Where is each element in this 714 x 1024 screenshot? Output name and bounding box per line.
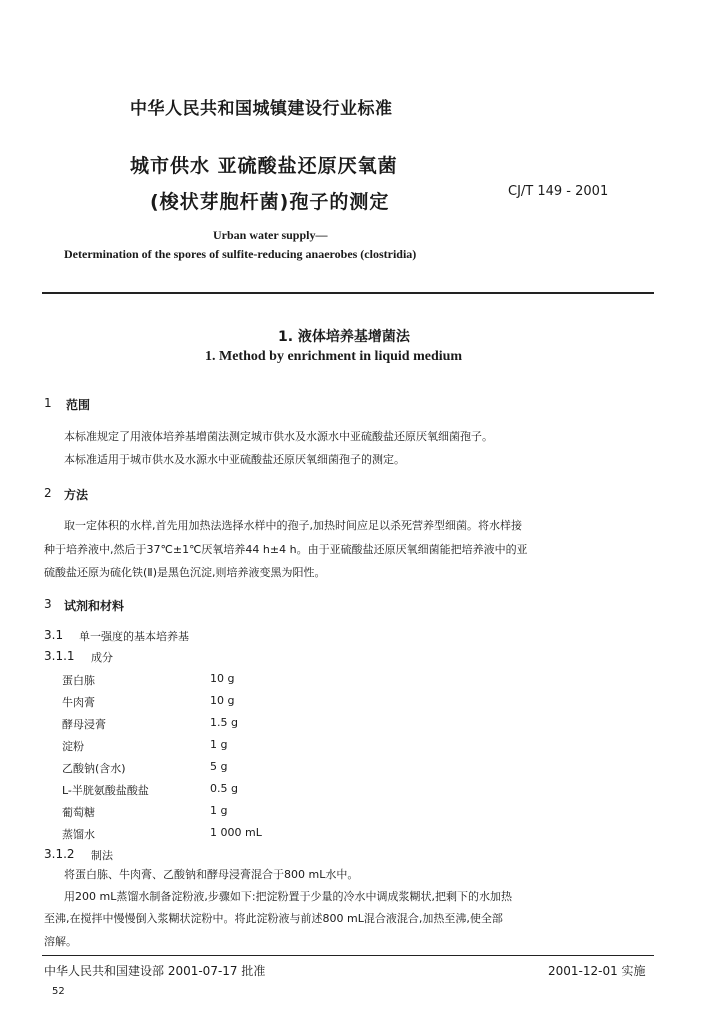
ingredient-amount: 1.5 g: [210, 716, 238, 729]
ingredient-amount: 10 g: [210, 672, 235, 685]
implementation-line: 2001-12-01 实施: [548, 964, 646, 978]
section-3-1-heading: 单一强度的基本培养基: [79, 630, 189, 643]
document-title-line2: (梭状芽胞杆菌)孢子的测定: [150, 191, 390, 213]
section-2-line-3: 硫酸盐还原为硫化铁(Ⅱ)是黑色沉淀,则培养液变黑为阳性。: [44, 566, 326, 579]
section-3-heading: 试剂和材料: [64, 599, 125, 613]
document-title-line1: 城市供水 亚硫酸盐还原厌氧菌: [130, 155, 398, 177]
section-3-1-2-heading: 制法: [91, 849, 113, 862]
ingredient-name: 乙酸钠(含水): [62, 762, 126, 775]
footer-rule: [42, 955, 654, 956]
section-3-1-2-line-3: 至沸,在搅拌中慢慢倒入浆糊状淀粉中。将此淀粉液与前述800 mL混合液混合,加热至沸,使全部: [44, 912, 503, 925]
header-rule: [42, 292, 654, 294]
ingredient-name: 牛肉膏: [62, 696, 95, 709]
part-title-cn: 1. 液体培养基增菌法: [278, 329, 410, 345]
ingredient-amount: 1 000 mL: [210, 826, 262, 839]
section-2-number: 2: [44, 486, 52, 500]
section-3-1-2-line-1: 将蛋白胨、牛肉膏、乙酸钠和酵母浸膏混合于800 mL水中。: [64, 868, 359, 881]
english-title-line1: Urban water supply—: [213, 228, 328, 242]
section-2-line-1: 取一定体积的水样,首先用加热法选择水样中的孢子,加热时间应足以杀死营养型细菌。将水样接: [64, 519, 522, 532]
section-3-1-2-line-4: 溶解。: [44, 935, 77, 948]
page-number: 52: [52, 986, 65, 997]
ingredient-name: 葡萄糖: [62, 806, 95, 819]
ingredient-name: 蒸馏水: [62, 828, 95, 841]
ingredient-amount: 10 g: [210, 694, 235, 707]
section-3-1-2-number: 3.1.2: [44, 847, 75, 861]
section-2-line-2: 种于培养液中,然后于37℃±1℃厌氧培养44 h±4 h。由于亚硫酸盐还原厌氧细菌能把培养液中的亚: [44, 543, 528, 556]
ingredient-name: 淀粉: [62, 740, 84, 753]
ingredient-amount: 0.5 g: [210, 782, 238, 795]
english-title-line2: Determination of the spores of sulfite-reducing anaerobes (clostridia): [64, 247, 417, 261]
ingredient-name: L-半胱氨酸盐酸盐: [62, 784, 149, 797]
section-3-1-1-heading: 成分: [91, 651, 113, 664]
section-2-heading: 方法: [64, 488, 89, 502]
section-3-1-1-number: 3.1.1: [44, 649, 75, 663]
section-3-number: 3: [44, 597, 52, 611]
approval-line: 中华人民共和国建设部 2001-07-17 批准: [44, 964, 266, 978]
ingredient-amount: 1 g: [210, 804, 228, 817]
ingredient-amount: 5 g: [210, 760, 228, 773]
section-1-number: 1: [44, 396, 52, 410]
part-title-en: 1. Method by enrichment in liquid medium: [205, 349, 463, 364]
section-1-heading: 范围: [66, 398, 91, 412]
standard-code: CJ/T 149 - 2001: [508, 184, 609, 199]
issuer-line: 中华人民共和国城镇建设行业标准: [130, 99, 393, 119]
ingredient-name: 蛋白胨: [62, 674, 95, 687]
section-3-1-number: 3.1: [44, 628, 64, 642]
section-1-paragraph-2: 本标准适用于城市供水及水源水中亚硫酸盐还原厌氧细菌孢子的测定。: [64, 453, 405, 466]
section-3-1-2-line-2: 用200 mL蒸馏水制备淀粉液,步骤如下:把淀粉置于少量的冷水中调成浆糊状,把剩下的水加热: [64, 890, 513, 903]
ingredient-name: 酵母浸膏: [62, 718, 106, 731]
ingredient-amount: 1 g: [210, 738, 228, 751]
section-1-paragraph-1: 本标准规定了用液体培养基增菌法测定城市供水及水源水中亚硫酸盐还原厌氧细菌孢子。: [64, 430, 493, 443]
